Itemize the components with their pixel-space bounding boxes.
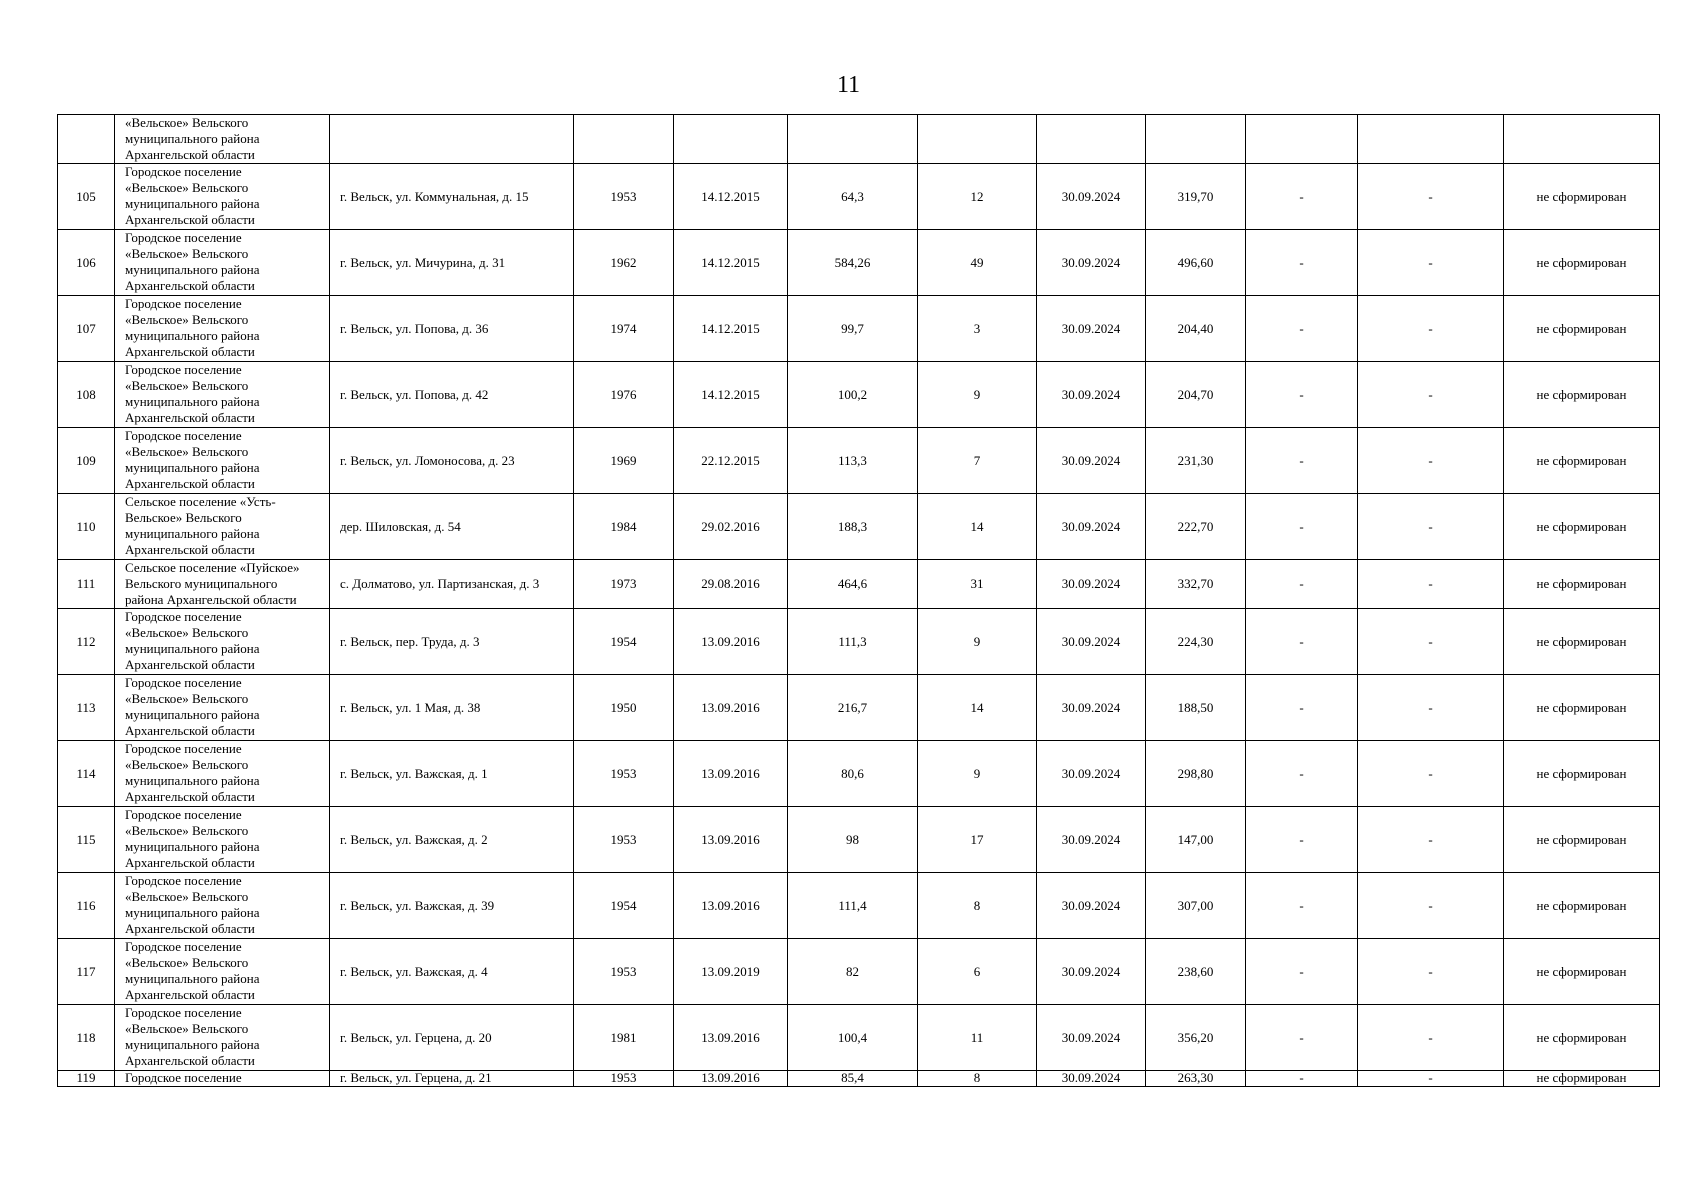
cell-col10: - [1358, 741, 1504, 807]
cell-owner [115, 939, 330, 1005]
owner-line: Архангельской области [125, 476, 255, 491]
owner-line: муниципального района [125, 1037, 260, 1052]
cell-col9: - [1246, 164, 1358, 230]
cell-address: г. Вельск, ул. Герцена, д. 20 [330, 1005, 574, 1071]
owner-line: «Вельское» Вельского [125, 180, 249, 195]
cell-area: 98 [788, 807, 918, 873]
cell-residents: 14 [918, 675, 1037, 741]
registry-table [57, 114, 1660, 1087]
cell-year [574, 115, 674, 164]
cell-residents: 8 [918, 1071, 1037, 1087]
cell-address: г. Вельск, ул. Важская, д. 4 [330, 939, 574, 1005]
cell-year: 1962 [574, 230, 674, 296]
owner-line: Городское поселение [125, 296, 242, 311]
cell-residents: 11 [918, 1005, 1037, 1071]
owner-line: Городское поселение [125, 1070, 242, 1085]
owner-line: Городское поселение [125, 873, 242, 888]
table-row [58, 741, 1660, 807]
cell-value: 204,70 [1146, 362, 1246, 428]
owner-line: Архангельской области [125, 723, 255, 738]
owner-line: муниципального района [125, 262, 260, 277]
owner-line: «Вельское» Вельского [125, 955, 249, 970]
cell-residents: 3 [918, 296, 1037, 362]
cell-owner [115, 1005, 330, 1071]
cell-area: 111,4 [788, 873, 918, 939]
cell-address: г. Вельск, ул. Важская, д. 1 [330, 741, 574, 807]
cell-col10: - [1358, 494, 1504, 560]
cell-year: 1953 [574, 939, 674, 1005]
owner-line: «Вельское» Вельского [125, 115, 249, 130]
cell-col10: - [1358, 609, 1504, 675]
owner-line: Архангельской области [125, 212, 255, 227]
cell-value: 222,70 [1146, 494, 1246, 560]
cell-area: 584,26 [788, 230, 918, 296]
cell-area: 80,6 [788, 741, 918, 807]
cell-deadline: 30.09.2024 [1037, 873, 1146, 939]
cell-value: 238,60 [1146, 939, 1246, 1005]
cell-owner [115, 609, 330, 675]
cell-status [1504, 115, 1660, 164]
owner-line: Архангельской области [125, 657, 255, 672]
cell-status: не сформирован [1504, 741, 1660, 807]
cell-num: 108 [58, 362, 115, 428]
owner-line: муниципального района [125, 328, 260, 343]
cell-status: не сформирован [1504, 609, 1660, 675]
owner-line: Городское поселение [125, 807, 242, 822]
cell-status: не сформирован [1504, 560, 1660, 609]
cell-residents: 6 [918, 939, 1037, 1005]
table-body [58, 115, 1660, 1087]
owner-line: Городское поселение [125, 230, 242, 245]
cell-year: 1954 [574, 609, 674, 675]
cell-status: не сформирован [1504, 230, 1660, 296]
table-row [58, 609, 1660, 675]
cell-address: г. Вельск, ул. Попова, д. 36 [330, 296, 574, 362]
cell-area: 82 [788, 939, 918, 1005]
owner-line: Архангельской области [125, 987, 255, 1002]
owner-line: Городское поселение [125, 609, 242, 624]
cell-year: 1953 [574, 1071, 674, 1087]
cell-owner [115, 1071, 330, 1087]
cell-area: 111,3 [788, 609, 918, 675]
cell-num: 118 [58, 1005, 115, 1071]
cell-owner [115, 494, 330, 560]
cell-value: 319,70 [1146, 164, 1246, 230]
cell-date: 14.12.2015 [674, 164, 788, 230]
cell-col10: - [1358, 675, 1504, 741]
table-row [58, 296, 1660, 362]
cell-owner [115, 428, 330, 494]
cell-residents: 17 [918, 807, 1037, 873]
cell-deadline: 30.09.2024 [1037, 609, 1146, 675]
cell-area: 100,4 [788, 1005, 918, 1071]
cell-date: 13.09.2016 [674, 609, 788, 675]
cell-col9: - [1246, 675, 1358, 741]
cell-residents: 49 [918, 230, 1037, 296]
owner-line: Городское поселение [125, 164, 242, 179]
owner-line: Городское поселение [125, 675, 242, 690]
owner-line: «Вельское» Вельского [125, 378, 249, 393]
cell-residents: 12 [918, 164, 1037, 230]
cell-year: 1950 [574, 675, 674, 741]
owner-line: Сельское поселение «Пуйское» [125, 560, 300, 575]
owner-line: муниципального района [125, 641, 260, 656]
cell-deadline: 30.09.2024 [1037, 1071, 1146, 1087]
owner-line: Архангельской области [125, 855, 255, 870]
cell-value: 298,80 [1146, 741, 1246, 807]
cell-address: г. Вельск, ул. Важская, д. 39 [330, 873, 574, 939]
cell-address: г. Вельск, ул. Герцена, д. 21 [330, 1071, 574, 1087]
cell-value: 231,30 [1146, 428, 1246, 494]
cell-col9: - [1246, 1005, 1358, 1071]
cell-address: г. Вельск, ул. Мичурина, д. 31 [330, 230, 574, 296]
table-row [58, 873, 1660, 939]
cell-num: 105 [58, 164, 115, 230]
cell-col10: - [1358, 296, 1504, 362]
cell-status: не сформирован [1504, 939, 1660, 1005]
owner-line: Архангельской области [125, 921, 255, 936]
cell-residents: 7 [918, 428, 1037, 494]
owner-line: Архангельской области [125, 1053, 255, 1068]
cell-address: дер. Шиловская, д. 54 [330, 494, 574, 560]
owner-line: Архангельской области [125, 789, 255, 804]
owner-line: муниципального района [125, 196, 260, 211]
cell-residents: 8 [918, 873, 1037, 939]
cell-value: 224,30 [1146, 609, 1246, 675]
cell-year: 1953 [574, 164, 674, 230]
cell-residents [918, 115, 1037, 164]
cell-col9: - [1246, 362, 1358, 428]
cell-col10: - [1358, 939, 1504, 1005]
cell-num [58, 115, 115, 164]
cell-value: 496,60 [1146, 230, 1246, 296]
cell-deadline: 30.09.2024 [1037, 164, 1146, 230]
cell-col9 [1246, 115, 1358, 164]
cell-status: не сформирован [1504, 807, 1660, 873]
cell-deadline: 30.09.2024 [1037, 494, 1146, 560]
cell-owner [115, 675, 330, 741]
cell-num: 106 [58, 230, 115, 296]
cell-area: 216,7 [788, 675, 918, 741]
cell-status: не сформирован [1504, 164, 1660, 230]
table-row [58, 675, 1660, 741]
cell-area: 85,4 [788, 1071, 918, 1087]
cell-col9: - [1246, 428, 1358, 494]
owner-line: Городское поселение [125, 939, 242, 954]
cell-status: не сформирован [1504, 428, 1660, 494]
cell-num: 119 [58, 1071, 115, 1087]
table-row [58, 362, 1660, 428]
cell-year: 1973 [574, 560, 674, 609]
cell-num: 113 [58, 675, 115, 741]
owner-line: Архангельской области [125, 147, 255, 162]
table-row [58, 939, 1660, 1005]
owner-line: «Вельское» Вельского [125, 757, 249, 772]
cell-value [1146, 115, 1246, 164]
cell-area [788, 115, 918, 164]
cell-date: 22.12.2015 [674, 428, 788, 494]
cell-col10: - [1358, 230, 1504, 296]
cell-col9: - [1246, 494, 1358, 560]
cell-col9: - [1246, 741, 1358, 807]
cell-area: 113,3 [788, 428, 918, 494]
cell-date: 29.02.2016 [674, 494, 788, 560]
cell-deadline: 30.09.2024 [1037, 296, 1146, 362]
owner-line: «Вельское» Вельского [125, 823, 249, 838]
table-row-continuation [58, 115, 1660, 164]
cell-residents: 9 [918, 741, 1037, 807]
cell-col10: - [1358, 560, 1504, 609]
cell-residents: 9 [918, 609, 1037, 675]
cell-area: 64,3 [788, 164, 918, 230]
cell-address: г. Вельск, ул. Ломоносова, д. 23 [330, 428, 574, 494]
cell-date: 13.09.2016 [674, 1071, 788, 1087]
cell-num: 111 [58, 560, 115, 609]
cell-status: не сформирован [1504, 1005, 1660, 1071]
cell-year: 1953 [574, 807, 674, 873]
owner-line: «Вельское» Вельского [125, 691, 249, 706]
cell-col10: - [1358, 1071, 1504, 1087]
cell-year: 1969 [574, 428, 674, 494]
owner-line: муниципального района [125, 905, 260, 920]
table-row [58, 1071, 1660, 1087]
owner-line: муниципального района [125, 526, 260, 541]
cell-date [674, 115, 788, 164]
cell-deadline: 30.09.2024 [1037, 428, 1146, 494]
table-row [58, 560, 1660, 609]
table-row [58, 164, 1660, 230]
cell-num: 115 [58, 807, 115, 873]
cell-value: 147,00 [1146, 807, 1246, 873]
owner-line: района Архангельской области [125, 592, 297, 607]
table-row [58, 494, 1660, 560]
cell-value: 263,30 [1146, 1071, 1246, 1087]
cell-deadline: 30.09.2024 [1037, 560, 1146, 609]
cell-owner [115, 230, 330, 296]
cell-deadline: 30.09.2024 [1037, 230, 1146, 296]
cell-col9: - [1246, 230, 1358, 296]
cell-area: 100,2 [788, 362, 918, 428]
cell-col10: - [1358, 807, 1504, 873]
cell-residents: 14 [918, 494, 1037, 560]
cell-deadline: 30.09.2024 [1037, 807, 1146, 873]
owner-line: муниципального района [125, 460, 260, 475]
cell-address: г. Вельск, ул. Коммунальная, д. 15 [330, 164, 574, 230]
cell-date: 14.12.2015 [674, 362, 788, 428]
cell-num: 109 [58, 428, 115, 494]
cell-deadline: 30.09.2024 [1037, 939, 1146, 1005]
cell-year: 1984 [574, 494, 674, 560]
cell-address [330, 115, 574, 164]
cell-value: 356,20 [1146, 1005, 1246, 1071]
cell-residents: 9 [918, 362, 1037, 428]
owner-line: «Вельское» Вельского [125, 444, 249, 459]
owner-line: «Вельское» Вельского [125, 246, 249, 261]
cell-address: с. Долматово, ул. Партизанская, д. 3 [330, 560, 574, 609]
cell-date: 13.09.2016 [674, 1005, 788, 1071]
owner-line: Городское поселение [125, 362, 242, 377]
cell-col10: - [1358, 362, 1504, 428]
cell-year: 1976 [574, 362, 674, 428]
cell-date: 13.09.2019 [674, 939, 788, 1005]
owner-line: Архангельской области [125, 278, 255, 293]
cell-deadline: 30.09.2024 [1037, 675, 1146, 741]
cell-status: не сформирован [1504, 362, 1660, 428]
cell-col10 [1358, 115, 1504, 164]
cell-status: не сформирован [1504, 873, 1660, 939]
cell-owner [115, 741, 330, 807]
owner-line: муниципального района [125, 773, 260, 788]
owner-line: муниципального района [125, 394, 260, 409]
cell-status: не сформирован [1504, 675, 1660, 741]
cell-num: 110 [58, 494, 115, 560]
cell-col9: - [1246, 609, 1358, 675]
owner-line: «Вельское» Вельского [125, 889, 249, 904]
cell-date: 13.09.2016 [674, 675, 788, 741]
owner-line: Архангельской области [125, 410, 255, 425]
cell-address: г. Вельск, ул. 1 Мая, д. 38 [330, 675, 574, 741]
cell-num: 107 [58, 296, 115, 362]
cell-owner [115, 115, 330, 164]
cell-deadline [1037, 115, 1146, 164]
cell-col10: - [1358, 1005, 1504, 1071]
table-row [58, 230, 1660, 296]
cell-owner [115, 362, 330, 428]
cell-address: г. Вельск, ул. Важская, д. 2 [330, 807, 574, 873]
cell-value: 188,50 [1146, 675, 1246, 741]
cell-owner [115, 807, 330, 873]
cell-address: г. Вельск, ул. Попова, д. 42 [330, 362, 574, 428]
cell-address: г. Вельск, пер. Труда, д. 3 [330, 609, 574, 675]
cell-date: 29.08.2016 [674, 560, 788, 609]
cell-col9: - [1246, 296, 1358, 362]
owner-line: муниципального района [125, 707, 260, 722]
cell-area: 99,7 [788, 296, 918, 362]
cell-date: 14.12.2015 [674, 296, 788, 362]
cell-num: 116 [58, 873, 115, 939]
owner-line: Архангельской области [125, 344, 255, 359]
table-row [58, 1005, 1660, 1071]
cell-status: не сформирован [1504, 494, 1660, 560]
cell-num: 117 [58, 939, 115, 1005]
cell-owner [115, 560, 330, 609]
owner-line: муниципального района [125, 839, 260, 854]
owner-line: «Вельское» Вельского [125, 1021, 249, 1036]
cell-deadline: 30.09.2024 [1037, 362, 1146, 428]
cell-owner [115, 296, 330, 362]
cell-col10: - [1358, 873, 1504, 939]
cell-year: 1974 [574, 296, 674, 362]
cell-owner [115, 873, 330, 939]
cell-date: 13.09.2016 [674, 807, 788, 873]
cell-col9: - [1246, 807, 1358, 873]
table-row [58, 807, 1660, 873]
cell-deadline: 30.09.2024 [1037, 1005, 1146, 1071]
cell-col9: - [1246, 1071, 1358, 1087]
owner-line: муниципального района [125, 131, 260, 146]
cell-col10: - [1358, 164, 1504, 230]
cell-value: 307,00 [1146, 873, 1246, 939]
table-row [58, 428, 1660, 494]
cell-year: 1953 [574, 741, 674, 807]
owner-line: Вельское» Вельского [125, 510, 242, 525]
owner-line: Городское поселение [125, 428, 242, 443]
cell-num: 114 [58, 741, 115, 807]
cell-col10: - [1358, 428, 1504, 494]
page-number: 11 [836, 72, 861, 98]
owner-line: «Вельское» Вельского [125, 625, 249, 640]
owner-line: Городское поселение [125, 1005, 242, 1020]
cell-status: не сформирован [1504, 296, 1660, 362]
cell-year: 1954 [574, 873, 674, 939]
cell-status: не сформирован [1504, 1071, 1660, 1087]
cell-area: 464,6 [788, 560, 918, 609]
cell-col9: - [1246, 560, 1358, 609]
cell-year: 1981 [574, 1005, 674, 1071]
owner-line: «Вельское» Вельского [125, 312, 249, 327]
cell-value: 332,70 [1146, 560, 1246, 609]
owner-line: Сельское поселение «Усть- [125, 494, 276, 509]
cell-date: 14.12.2015 [674, 230, 788, 296]
cell-owner [115, 164, 330, 230]
cell-date: 13.09.2016 [674, 873, 788, 939]
cell-area: 188,3 [788, 494, 918, 560]
cell-deadline: 30.09.2024 [1037, 741, 1146, 807]
cell-residents: 31 [918, 560, 1037, 609]
cell-num: 112 [58, 609, 115, 675]
owner-line: Архангельской области [125, 542, 255, 557]
cell-value: 204,40 [1146, 296, 1246, 362]
cell-col9: - [1246, 939, 1358, 1005]
cell-date: 13.09.2016 [674, 741, 788, 807]
owner-line: Городское поселение [125, 741, 242, 756]
owner-line: Вельского муниципального [125, 576, 278, 591]
cell-col9: - [1246, 873, 1358, 939]
owner-line: муниципального района [125, 971, 260, 986]
